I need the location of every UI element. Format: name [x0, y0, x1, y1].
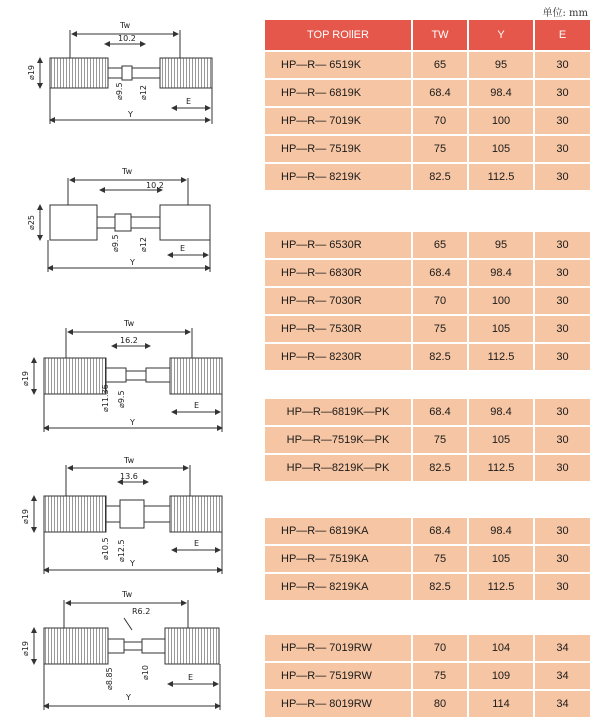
y-cell: 105	[468, 426, 534, 454]
y-cell: 98.4	[468, 398, 534, 426]
e-cell: 34	[534, 690, 591, 718]
drawing-5-y-label: Y	[126, 693, 131, 702]
drawing-1-y-label: Y	[128, 110, 133, 119]
e-cell: 30	[534, 398, 591, 426]
table-row	[264, 690, 591, 718]
tw-cell: 82.5	[412, 343, 468, 371]
e-cell: 30	[534, 259, 591, 287]
spec-table-group-5	[263, 633, 592, 719]
e-cell: 30	[534, 343, 591, 371]
y-cell: 98.4	[468, 517, 534, 545]
table-row	[264, 426, 591, 454]
model-cell: HP—R— 8019RW	[264, 690, 412, 718]
drawing-4-gap-label: 13.6	[120, 472, 138, 481]
table-row	[264, 259, 591, 287]
e-cell: 30	[534, 545, 591, 573]
e-cell: 30	[534, 315, 591, 343]
y-cell: 105	[468, 315, 534, 343]
drawing-2	[40, 178, 210, 272]
model-cell: HP—R— 6830R	[264, 259, 412, 287]
e-cell: 30	[534, 454, 591, 482]
drawing-5-e-label: E	[188, 673, 194, 682]
y-cell: 104	[468, 634, 534, 662]
header-y: Y	[468, 19, 534, 51]
drawing-3-e-label: E	[194, 401, 200, 410]
drawing-3-y-label: Y	[130, 418, 135, 427]
table-header-row	[264, 19, 591, 51]
table-row	[264, 454, 591, 482]
drawing-4-e-label: E	[194, 539, 200, 548]
spec-table-group-3	[263, 397, 592, 483]
tw-cell: 65	[412, 231, 468, 259]
y-cell: 112.5	[468, 163, 534, 191]
y-cell: 112.5	[468, 343, 534, 371]
y-cell: 105	[468, 545, 534, 573]
model-cell: HP—R— 6819KA	[264, 517, 412, 545]
table-row	[264, 135, 591, 163]
tw-cell: 65	[412, 51, 468, 79]
drawing-2-e-label: E	[180, 244, 186, 253]
drawing-4-d2-label: ⌀12.5	[117, 539, 126, 562]
spec-table-group-1	[263, 18, 592, 192]
model-cell: HP—R— 7519K	[264, 135, 412, 163]
tw-cell: 68.4	[412, 259, 468, 287]
drawing-1-d2-label: ⌀12	[139, 85, 148, 100]
drawing-1	[40, 30, 212, 124]
model-cell: HP—R— 7019K	[264, 107, 412, 135]
model-cell: HP—R— 6519K	[264, 51, 412, 79]
drawing-3-tw-label: Tw	[124, 319, 135, 328]
table-row	[264, 662, 591, 690]
table-row	[264, 163, 591, 191]
tw-cell: 82.5	[412, 454, 468, 482]
drawing-2-od-label: ⌀25	[27, 215, 36, 230]
tw-cell: 68.4	[412, 517, 468, 545]
model-cell: HP—R—6819K—PK	[264, 398, 412, 426]
tw-cell: 68.4	[412, 79, 468, 107]
tw-cell: 70	[412, 634, 468, 662]
model-cell: HP—R— 8219K	[264, 163, 412, 191]
e-cell: 30	[534, 51, 591, 79]
y-cell: 114	[468, 690, 534, 718]
drawing-5-d1-label: ⌀8.85	[105, 667, 114, 690]
model-cell: HP—R— 7519KA	[264, 545, 412, 573]
model-cell: HP—R— 6530R	[264, 231, 412, 259]
y-cell: 95	[468, 231, 534, 259]
model-cell: HP—R— 6819K	[264, 79, 412, 107]
model-cell: HP—R— 8219KA	[264, 573, 412, 601]
model-cell: HP—R—7519K—PK	[264, 426, 412, 454]
tw-cell: 75	[412, 135, 468, 163]
model-cell: HP—R— 7530R	[264, 315, 412, 343]
drawing-3-d1-label: ⌀11.36	[101, 384, 110, 412]
drawing-1-e-label: E	[186, 97, 192, 106]
e-cell: 30	[534, 107, 591, 135]
y-cell: 98.4	[468, 79, 534, 107]
header-e: E	[534, 19, 591, 51]
y-cell: 112.5	[468, 454, 534, 482]
y-cell: 98.4	[468, 259, 534, 287]
e-cell: 34	[534, 634, 591, 662]
table-row	[264, 517, 591, 545]
table-row	[264, 634, 591, 662]
drawing-2-gap-label: 10.2	[146, 181, 164, 190]
drawing-4-od-label: ⌀19	[21, 509, 30, 524]
drawing-1-gap-label: 10.2	[118, 34, 136, 43]
drawing-3-od-label: ⌀19	[21, 371, 30, 386]
tw-cell: 75	[412, 315, 468, 343]
y-cell: 95	[468, 51, 534, 79]
spec-table-group-4	[263, 516, 592, 602]
model-cell: HP—R— 7019RW	[264, 634, 412, 662]
e-cell: 30	[534, 79, 591, 107]
table-row	[264, 398, 591, 426]
table-row	[264, 573, 591, 601]
table-row	[264, 343, 591, 371]
e-cell: 30	[534, 573, 591, 601]
spec-table-group-2	[263, 230, 592, 372]
y-cell: 100	[468, 287, 534, 315]
tw-cell: 70	[412, 287, 468, 315]
tw-cell: 75	[412, 426, 468, 454]
table-row	[264, 107, 591, 135]
tw-cell: 75	[412, 662, 468, 690]
model-cell: HP—R— 7030R	[264, 287, 412, 315]
y-cell: 100	[468, 107, 534, 135]
drawing-2-d1-label: ⌀9.5	[111, 234, 120, 252]
drawing-4-y-label: Y	[130, 559, 135, 568]
e-cell: 30	[534, 231, 591, 259]
tw-cell: 82.5	[412, 163, 468, 191]
header-tw: TW	[412, 19, 468, 51]
drawing-5-tw-label: Tw	[122, 590, 133, 599]
model-cell: HP—R— 8230R	[264, 343, 412, 371]
drawing-2-d2-label: ⌀12	[139, 237, 148, 252]
tw-cell: 70	[412, 107, 468, 135]
header-model: TOP ROllER	[264, 19, 412, 51]
y-cell: 109	[468, 662, 534, 690]
table-row	[264, 287, 591, 315]
e-cell: 30	[534, 426, 591, 454]
model-cell: HP—R—8219K—PK	[264, 454, 412, 482]
drawing-4-tw-label: Tw	[124, 456, 135, 465]
drawing-1-od-label: ⌀19	[27, 65, 36, 80]
drawing-4-d1-label: ⌀10.5	[101, 537, 110, 560]
drawing-4	[34, 465, 222, 574]
table-row	[264, 231, 591, 259]
table-row	[264, 51, 591, 79]
drawing-2-tw-label: Tw	[122, 167, 133, 176]
drawing-1-tw-label: Tw	[120, 21, 131, 30]
drawing-3-gap-label: 16.2	[120, 336, 138, 345]
tw-cell: 68.4	[412, 398, 468, 426]
e-cell: 30	[534, 135, 591, 163]
unit-label: 单位: mm	[542, 8, 588, 19]
table-row	[264, 315, 591, 343]
drawing-3-d2-label: ⌀9.5	[117, 390, 126, 408]
y-cell: 112.5	[468, 573, 534, 601]
table-row	[264, 79, 591, 107]
drawing-5-d2-label: ⌀10	[141, 665, 150, 680]
drawing-2-y-label: Y	[130, 258, 135, 267]
e-cell: 30	[534, 163, 591, 191]
model-cell: HP—R— 7519RW	[264, 662, 412, 690]
tw-cell: 75	[412, 545, 468, 573]
drawing-5-radius-label: R6.2	[132, 607, 151, 616]
e-cell: 30	[534, 287, 591, 315]
drawing-5-od-label: ⌀19	[21, 641, 30, 656]
drawing-1-d1-label: ⌀9.5	[115, 82, 124, 100]
table-row	[264, 545, 591, 573]
e-cell: 30	[534, 517, 591, 545]
roller-drawings	[0, 0, 260, 727]
tw-cell: 82.5	[412, 573, 468, 601]
y-cell: 105	[468, 135, 534, 163]
e-cell: 34	[534, 662, 591, 690]
tw-cell: 80	[412, 690, 468, 718]
